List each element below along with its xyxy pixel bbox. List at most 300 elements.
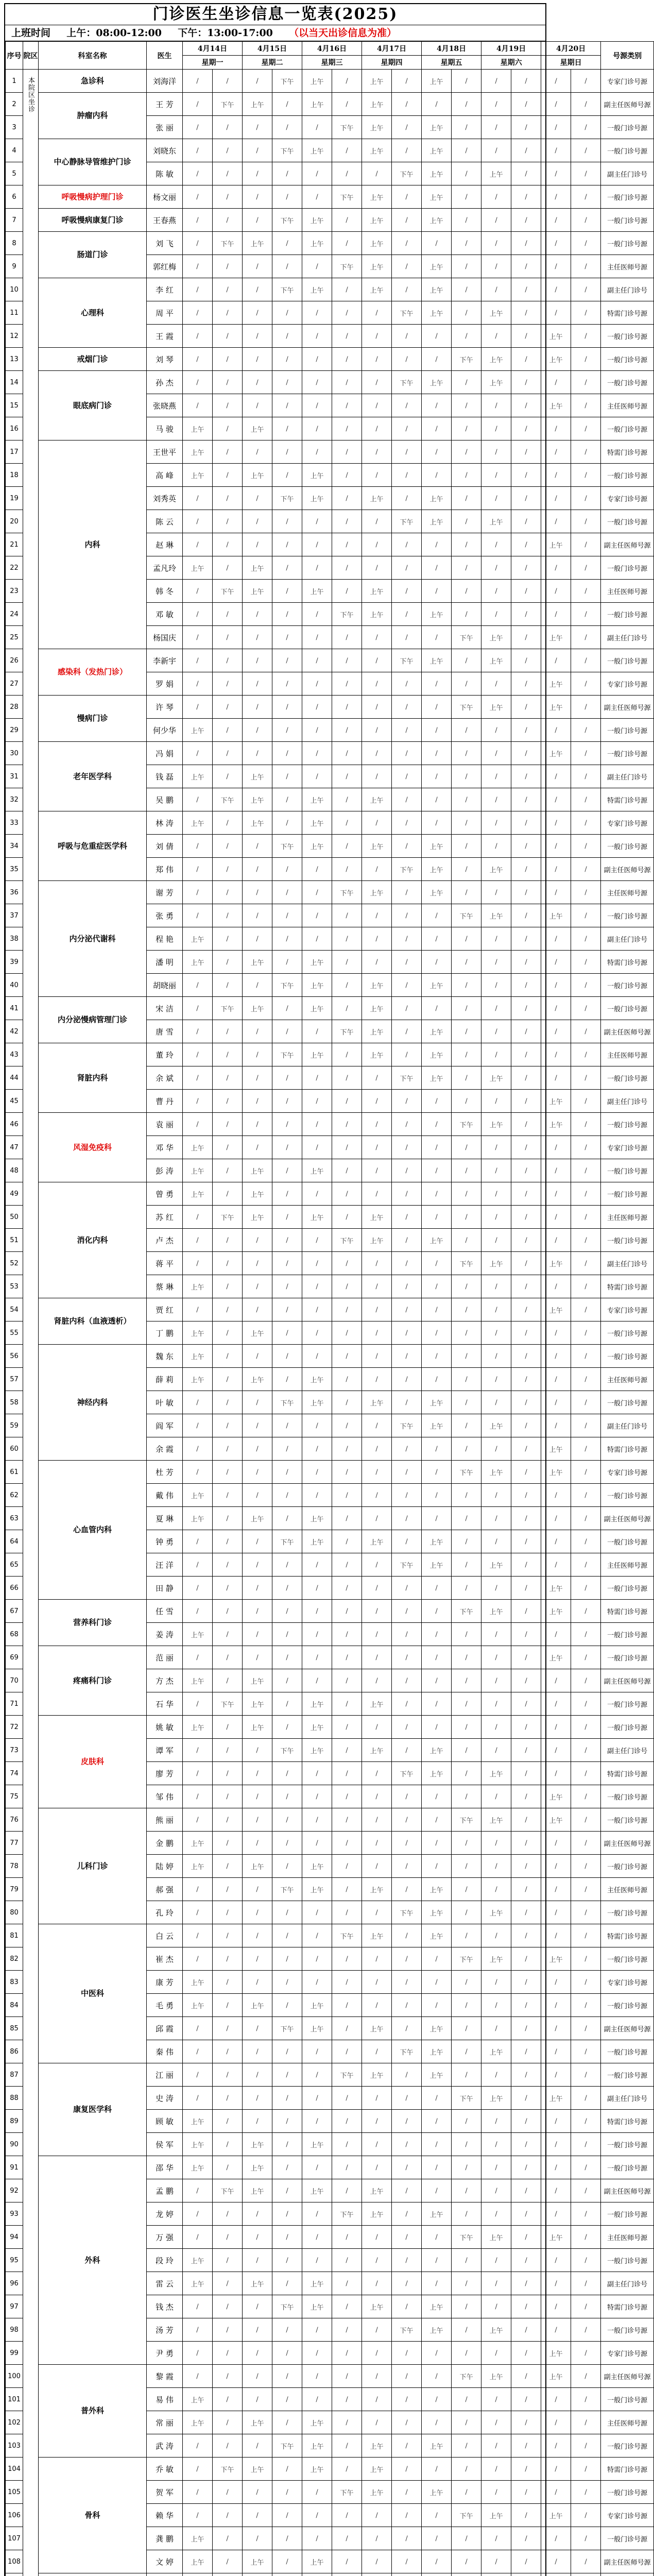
doctor-name[interactable]: 何少华 bbox=[147, 719, 183, 742]
doctor-name[interactable]: 郝 强 bbox=[147, 1878, 183, 1901]
slot-cell: / bbox=[392, 672, 422, 696]
row-number: 14 bbox=[6, 371, 23, 394]
doctor-name[interactable]: 赖 华 bbox=[147, 2504, 183, 2527]
doctor-name[interactable]: 乔 敏 bbox=[147, 2458, 183, 2481]
slot-cell: / bbox=[541, 2481, 571, 2504]
slot-cell: / bbox=[481, 1229, 511, 1252]
doctor-name[interactable]: 蔡 琳 bbox=[147, 1275, 183, 1298]
slot-cell: 上午 bbox=[243, 2411, 272, 2434]
slot-cell: / bbox=[571, 1321, 601, 1345]
doctor-name[interactable]: 谢 芳 bbox=[147, 881, 183, 904]
slot-cell: 上午 bbox=[422, 2040, 452, 2063]
slot-cell: / bbox=[302, 1947, 332, 1971]
doctor-name[interactable]: 张晓燕 bbox=[147, 394, 183, 417]
doctor-name[interactable]: 杨国庆 bbox=[147, 626, 183, 649]
slot-cell: 上午 bbox=[362, 2179, 392, 2202]
slot-cell: / bbox=[392, 232, 422, 255]
doctor-name[interactable]: 宋 洁 bbox=[147, 997, 183, 1020]
doctor-name[interactable]: 杨文丽 bbox=[147, 185, 183, 209]
doctor-name[interactable]: 易 伟 bbox=[147, 2388, 183, 2411]
doctor-name[interactable]: 龙 婷 bbox=[147, 2202, 183, 2226]
doctor-name[interactable]: 刘晓东 bbox=[147, 139, 183, 162]
row-number: 24 bbox=[6, 603, 23, 626]
source-type: 一般门诊号源 bbox=[601, 1113, 654, 1136]
doctor-name[interactable]: 王世平 bbox=[147, 440, 183, 464]
doctor-name[interactable]: 陆 婷 bbox=[147, 1855, 183, 1878]
slot-cell: / bbox=[422, 2226, 452, 2249]
slot-cell: / bbox=[213, 2527, 243, 2550]
slot-cell: / bbox=[302, 1971, 332, 1994]
slot-cell: / bbox=[213, 1020, 243, 1043]
slot-cell: / bbox=[332, 1113, 362, 1136]
doctor-name[interactable]: 袁 丽 bbox=[147, 1113, 183, 1136]
doctor-name[interactable]: 余 霞 bbox=[147, 1437, 183, 1461]
slot-cell: / bbox=[272, 1414, 302, 1437]
row-number: 22 bbox=[6, 556, 23, 580]
source-type: 主任医师号源 bbox=[601, 881, 654, 904]
slot-cell: 上午 bbox=[243, 93, 272, 116]
slot-cell: / bbox=[452, 1924, 481, 1947]
slot-cell: / bbox=[511, 556, 541, 580]
slot-cell: / bbox=[541, 255, 571, 278]
slot-cell: 上午 bbox=[183, 2272, 213, 2295]
slot-cell: / bbox=[392, 1484, 422, 1507]
slot-cell: / bbox=[213, 2202, 243, 2226]
row-number: 97 bbox=[6, 2295, 23, 2318]
slot-cell: / bbox=[272, 2342, 302, 2365]
doctor-name[interactable]: 阎 军 bbox=[147, 1414, 183, 1437]
slot-cell: 上午 bbox=[243, 1159, 272, 1182]
doctor-name[interactable]: 戴 伟 bbox=[147, 1484, 183, 1507]
slot-cell: / bbox=[452, 1391, 481, 1414]
doctor-name[interactable]: 廖 芳 bbox=[147, 1762, 183, 1785]
doctor-name[interactable]: 陈 云 bbox=[147, 510, 183, 533]
doctor-name[interactable]: 段 玲 bbox=[147, 2249, 183, 2272]
slot-cell: / bbox=[452, 2110, 481, 2133]
slot-cell: 上午 bbox=[362, 1020, 392, 1043]
doctor-name[interactable]: 卢 杰 bbox=[147, 1229, 183, 1252]
doctor-name[interactable]: 刘海洋 bbox=[147, 70, 183, 93]
doctor-name[interactable] bbox=[147, 2573, 183, 2576]
doctor-name[interactable]: 陈 敏 bbox=[147, 162, 183, 185]
slot-cell: / bbox=[422, 788, 452, 811]
doctor-name[interactable]: 潘 明 bbox=[147, 951, 183, 974]
doctor-name[interactable]: 常 丽 bbox=[147, 2411, 183, 2434]
doctor-name[interactable]: 方 杰 bbox=[147, 1669, 183, 1692]
slot-cell: 下午 bbox=[452, 904, 481, 927]
row-number: 15 bbox=[6, 394, 23, 417]
slot-cell: 下午 bbox=[392, 301, 422, 325]
source-type: 特需门诊号源 bbox=[601, 951, 654, 974]
doctor-name[interactable]: 邓 敏 bbox=[147, 603, 183, 626]
slot-cell: / bbox=[481, 2434, 511, 2458]
slot-cell: 上午 bbox=[183, 440, 213, 464]
slot-cell: / bbox=[213, 1739, 243, 1762]
doctor-name[interactable]: 张 勇 bbox=[147, 904, 183, 927]
slot-cell: 下午 bbox=[213, 232, 243, 255]
slot-cell: / bbox=[392, 1090, 422, 1113]
slot-cell: / bbox=[272, 927, 302, 951]
doctor-name[interactable]: 韩 冬 bbox=[147, 580, 183, 603]
slot-cell: / bbox=[332, 371, 362, 394]
doctor-name[interactable]: 丁 鹏 bbox=[147, 1321, 183, 1345]
col-note-header: 号源类别 bbox=[601, 42, 654, 70]
doctor-name[interactable]: 邹 伟 bbox=[147, 1785, 183, 1808]
slot-cell: 上午 bbox=[243, 1321, 272, 1345]
slot-cell: 下午 bbox=[272, 1043, 302, 1066]
weekday-header: 星期一 bbox=[183, 56, 243, 70]
doctor-name[interactable]: 刘 倩 bbox=[147, 835, 183, 858]
slot-cell: / bbox=[243, 672, 272, 696]
table-row bbox=[6, 2365, 654, 2388]
doctor-name[interactable]: 崔 杰 bbox=[147, 1947, 183, 1971]
slot-cell: / bbox=[302, 1229, 332, 1252]
doctor-name[interactable]: 汤 芳 bbox=[147, 2318, 183, 2342]
slot-cell: / bbox=[213, 1159, 243, 1182]
slot-cell: / bbox=[183, 1229, 213, 1252]
slot-cell: 上午 bbox=[481, 1762, 511, 1785]
slot-cell: / bbox=[422, 2156, 452, 2179]
doctor-name[interactable]: 江 丽 bbox=[147, 2063, 183, 2087]
doctor-name[interactable]: 刘 飞 bbox=[147, 232, 183, 255]
dept-name: 老年医学科 bbox=[39, 742, 147, 811]
doctor-name[interactable]: 杜 芳 bbox=[147, 1461, 183, 1484]
slot-cell: 上午 bbox=[302, 835, 332, 858]
doctor-name[interactable]: 唐 雪 bbox=[147, 1020, 183, 1043]
slot-cell: / bbox=[272, 1206, 302, 1229]
doctor-name[interactable]: 史 涛 bbox=[147, 2087, 183, 2110]
slot-cell: / bbox=[571, 1855, 601, 1878]
slot-cell: 下午 bbox=[213, 2179, 243, 2202]
doctor-name[interactable]: 贺 军 bbox=[147, 2481, 183, 2504]
row-number: 45 bbox=[6, 1090, 23, 1113]
doctor-name[interactable]: 高 峰 bbox=[147, 464, 183, 487]
doctor-name[interactable]: 康 芳 bbox=[147, 1971, 183, 1994]
slot-cell: / bbox=[213, 116, 243, 139]
doctor-name[interactable]: 万 强 bbox=[147, 2226, 183, 2249]
slot-cell: / bbox=[332, 1090, 362, 1113]
doctor-name[interactable]: 任 雪 bbox=[147, 1600, 183, 1623]
slot-cell: / bbox=[452, 93, 481, 116]
doctor-name[interactable]: 罗 娟 bbox=[147, 672, 183, 696]
slot-cell: 下午 bbox=[272, 278, 302, 301]
source-type: 主任医师号源 bbox=[601, 1368, 654, 1391]
slot-cell: / bbox=[332, 1785, 362, 1808]
source-type: 副主任医师号源 bbox=[601, 1832, 654, 1855]
slot-cell: / bbox=[511, 70, 541, 93]
slot-cell: / bbox=[481, 70, 511, 93]
doctor-name[interactable]: 文 婷 bbox=[147, 2550, 183, 2573]
slot-cell: / bbox=[422, 1182, 452, 1206]
slot-cell: / bbox=[541, 603, 571, 626]
slot-cell: / bbox=[302, 1113, 332, 1136]
slot-cell: / bbox=[213, 835, 243, 858]
doctor-name[interactable]: 胡晓丽 bbox=[147, 974, 183, 997]
doctor-name[interactable]: 邱 霞 bbox=[147, 2017, 183, 2040]
doctor-name[interactable]: 蒋 平 bbox=[147, 1252, 183, 1275]
slot-cell: 上午 bbox=[183, 1716, 213, 1739]
slot-cell: / bbox=[243, 1298, 272, 1321]
slot-cell: 上午 bbox=[183, 464, 213, 487]
slot-cell: / bbox=[571, 881, 601, 904]
slot-cell: / bbox=[243, 1600, 272, 1623]
slot-cell: 上午 bbox=[481, 348, 511, 371]
slot-cell: 下午 bbox=[392, 1901, 422, 1924]
slot-cell: / bbox=[332, 209, 362, 232]
slot-cell: / bbox=[392, 881, 422, 904]
doctor-name[interactable]: 曾 勇 bbox=[147, 1182, 183, 1206]
slot-cell: / bbox=[332, 1507, 362, 1530]
slot-cell: / bbox=[392, 1321, 422, 1345]
doctor-name[interactable]: 张 丽 bbox=[147, 116, 183, 139]
doctor-name[interactable]: 王 芳 bbox=[147, 93, 183, 116]
slot-cell: / bbox=[213, 1113, 243, 1136]
doctor-name[interactable]: 黎 霞 bbox=[147, 2365, 183, 2388]
slot-cell: / bbox=[571, 2202, 601, 2226]
slot-cell: / bbox=[302, 742, 332, 765]
doctor-name[interactable]: 刘秀英 bbox=[147, 487, 183, 510]
doctor-name[interactable]: 郭红梅 bbox=[147, 255, 183, 278]
row-number: 25 bbox=[6, 626, 23, 649]
doctor-name[interactable]: 薛 莉 bbox=[147, 1368, 183, 1391]
doctor-name[interactable]: 王 霞 bbox=[147, 325, 183, 348]
doctor-name[interactable]: 邓 华 bbox=[147, 1136, 183, 1159]
slot-cell: / bbox=[302, 2388, 332, 2411]
doctor-name[interactable]: 熊 丽 bbox=[147, 1808, 183, 1832]
doctor-name[interactable]: 武 涛 bbox=[147, 2434, 183, 2458]
slot-cell: / bbox=[571, 788, 601, 811]
doctor-name[interactable]: 程 艳 bbox=[147, 927, 183, 951]
doctor-name[interactable]: 邵 华 bbox=[147, 2156, 183, 2179]
slot-cell: / bbox=[571, 649, 601, 672]
slot-cell: / bbox=[272, 417, 302, 440]
slot-cell: / bbox=[213, 1507, 243, 1530]
slot-cell: / bbox=[392, 2272, 422, 2295]
slot-cell: / bbox=[452, 2017, 481, 2040]
slot-cell: / bbox=[392, 1159, 422, 1182]
doctor-name[interactable]: 贾 红 bbox=[147, 1298, 183, 1321]
doctor-name[interactable]: 许 琴 bbox=[147, 696, 183, 719]
slot-cell: 上午 bbox=[422, 835, 452, 858]
doctor-name[interactable]: 钟 勇 bbox=[147, 1530, 183, 1553]
dept-name: 呼吸与危重症医学科 bbox=[39, 811, 147, 881]
slot-cell: 上午 bbox=[183, 719, 213, 742]
slot-cell: / bbox=[243, 927, 272, 951]
doctor-name[interactable]: 侯 军 bbox=[147, 2133, 183, 2156]
doctor-name[interactable]: 李新宇 bbox=[147, 649, 183, 672]
doctor-name[interactable]: 尹 勇 bbox=[147, 2342, 183, 2365]
source-type: 副主任门诊号 bbox=[601, 1090, 654, 1113]
doctor-name[interactable]: 周 平 bbox=[147, 301, 183, 325]
row-number: 73 bbox=[6, 1739, 23, 1762]
slot-cell: / bbox=[362, 1553, 392, 1577]
weekday-header: 星期六 bbox=[481, 56, 541, 70]
slot-cell: / bbox=[511, 1924, 541, 1947]
doctor-name[interactable]: 石 华 bbox=[147, 1692, 183, 1716]
slot-cell: / bbox=[511, 1252, 541, 1275]
slot-cell: / bbox=[481, 2411, 511, 2434]
slot-cell: / bbox=[243, 325, 272, 348]
slot-cell: 上午 bbox=[243, 788, 272, 811]
doctor-name[interactable]: 李 红 bbox=[147, 278, 183, 301]
doctor-name[interactable]: 龚 鹏 bbox=[147, 2527, 183, 2550]
doctor-name[interactable]: 魏 东 bbox=[147, 1345, 183, 1368]
slot-cell: 上午 bbox=[362, 788, 392, 811]
slot-cell: / bbox=[183, 1252, 213, 1275]
row-number: 100 bbox=[6, 2365, 23, 2388]
slot-cell: 上午 bbox=[183, 1159, 213, 1182]
slot-cell: 上午 bbox=[541, 1461, 571, 1484]
slot-cell: / bbox=[362, 719, 392, 742]
slot-cell: / bbox=[392, 209, 422, 232]
col-no-header: 序号 bbox=[6, 42, 23, 70]
slot-cell: / bbox=[332, 835, 362, 858]
doctor-name[interactable]: 孔 玲 bbox=[147, 1901, 183, 1924]
slot-cell bbox=[272, 2573, 302, 2576]
doctor-name[interactable]: 吴 鹏 bbox=[147, 788, 183, 811]
doctor-name[interactable]: 田 静 bbox=[147, 1577, 183, 1600]
slot-cell: / bbox=[452, 1832, 481, 1855]
slot-cell: / bbox=[422, 1368, 452, 1391]
slot-cell: 下午 bbox=[392, 1414, 422, 1437]
doctor-name[interactable]: 叶 敏 bbox=[147, 1391, 183, 1414]
slot-cell: / bbox=[511, 696, 541, 719]
source-type: 一般门诊号源 bbox=[601, 139, 654, 162]
doctor-name[interactable]: 钱 杰 bbox=[147, 2295, 183, 2318]
slot-cell: 上午 bbox=[481, 2226, 511, 2249]
row-number: 6 bbox=[6, 185, 23, 209]
slot-cell: 下午 bbox=[452, 626, 481, 649]
slot-cell: / bbox=[362, 2550, 392, 2573]
slot-cell: / bbox=[302, 2040, 332, 2063]
row-number: 10 bbox=[6, 278, 23, 301]
doctor-name[interactable]: 彭 涛 bbox=[147, 1159, 183, 1182]
slot-cell: / bbox=[481, 232, 511, 255]
slot-cell: / bbox=[183, 1762, 213, 1785]
doctor-name[interactable]: 孟凡玲 bbox=[147, 556, 183, 580]
doctor-name[interactable]: 孟 鹏 bbox=[147, 2179, 183, 2202]
slot-cell: / bbox=[511, 440, 541, 464]
slot-cell: / bbox=[571, 1461, 601, 1484]
slot-cell: / bbox=[243, 2434, 272, 2458]
slot-cell: / bbox=[272, 2527, 302, 2550]
slot-cell: / bbox=[452, 1785, 481, 1808]
doctor-name[interactable]: 姜 涛 bbox=[147, 1623, 183, 1646]
slot-cell: / bbox=[302, 1669, 332, 1692]
row-number: 47 bbox=[6, 1136, 23, 1159]
slot-cell: / bbox=[392, 2434, 422, 2458]
row-number: 74 bbox=[6, 1762, 23, 1785]
doctor-name[interactable]: 曹 丹 bbox=[147, 1090, 183, 1113]
doctor-name[interactable]: 钱 磊 bbox=[147, 765, 183, 788]
slot-cell: / bbox=[571, 2017, 601, 2040]
doctor-name[interactable]: 林 涛 bbox=[147, 811, 183, 835]
doctor-name[interactable]: 马 骏 bbox=[147, 417, 183, 440]
slot-cell: 上午 bbox=[183, 1623, 213, 1646]
dept-name: 中心静脉导管维护门诊 bbox=[39, 139, 147, 185]
slot-cell: 上午 bbox=[302, 997, 332, 1020]
slot-cell: / bbox=[571, 2272, 601, 2295]
slot-cell: 下午 bbox=[272, 835, 302, 858]
slot-cell: / bbox=[362, 2388, 392, 2411]
doctor-name[interactable]: 顾 敏 bbox=[147, 2110, 183, 2133]
slot-cell: / bbox=[213, 904, 243, 927]
doctor-name[interactable]: 范 丽 bbox=[147, 1646, 183, 1669]
slot-cell: / bbox=[302, 2504, 332, 2527]
doctor-name[interactable]: 毛 勇 bbox=[147, 1994, 183, 2017]
doctor-name[interactable]: 姚 敏 bbox=[147, 1716, 183, 1739]
doctor-name[interactable]: 苏 红 bbox=[147, 1206, 183, 1229]
slot-cell: 下午 bbox=[213, 997, 243, 1020]
slot-cell: / bbox=[571, 2318, 601, 2342]
slot-cell: / bbox=[422, 2342, 452, 2365]
slot-cell: 上午 bbox=[481, 2365, 511, 2388]
slot-cell: 上午 bbox=[243, 1716, 272, 1739]
slot-cell: / bbox=[183, 2481, 213, 2504]
afternoon-hours: 下午：13:00-17:00 bbox=[178, 27, 273, 39]
doctor-name[interactable]: 孙 杰 bbox=[147, 371, 183, 394]
doctor-name[interactable]: 谭 军 bbox=[147, 1739, 183, 1762]
row-number: 86 bbox=[6, 2040, 23, 2063]
slot-cell: / bbox=[183, 2226, 213, 2249]
doctor-name[interactable]: 余 斌 bbox=[147, 1066, 183, 1090]
slot-cell: / bbox=[213, 626, 243, 649]
slot-cell: / bbox=[302, 2342, 332, 2365]
slot-cell: / bbox=[213, 1437, 243, 1461]
source-type: 副主任医师号源 bbox=[601, 1669, 654, 1692]
doctor-name[interactable]: 夏 琳 bbox=[147, 1507, 183, 1530]
schedule-page bbox=[4, 3, 651, 2576]
slot-cell: / bbox=[272, 2481, 302, 2504]
slot-cell: / bbox=[511, 209, 541, 232]
doctor-name[interactable]: 汪 洋 bbox=[147, 1553, 183, 1577]
slot-cell: 上午 bbox=[362, 835, 392, 858]
doctor-name[interactable]: 刘 琴 bbox=[147, 348, 183, 371]
row-number: 41 bbox=[6, 997, 23, 1020]
slot-cell: / bbox=[571, 2063, 601, 2087]
slot-cell: 上午 bbox=[183, 1484, 213, 1507]
slot-cell: / bbox=[481, 742, 511, 765]
source-type: 副主任门诊号 bbox=[601, 1252, 654, 1275]
doctor-name[interactable]: 白 云 bbox=[147, 1924, 183, 1947]
slot-cell: 下午 bbox=[213, 1692, 243, 1716]
slot-cell: / bbox=[541, 1066, 571, 1090]
slot-cell: 上午 bbox=[362, 1739, 392, 1762]
source-type: 副主任门诊号 bbox=[601, 1414, 654, 1437]
doctor-name[interactable]: 秦 伟 bbox=[147, 2040, 183, 2063]
slot-cell bbox=[392, 2573, 422, 2576]
doctor-name[interactable]: 董 玲 bbox=[147, 1043, 183, 1066]
col-campus-header: 院区 bbox=[23, 42, 39, 70]
doctor-name[interactable]: 郑 伟 bbox=[147, 858, 183, 881]
slot-cell: / bbox=[213, 2434, 243, 2458]
dept-name: 骨科 bbox=[39, 2458, 147, 2573]
doctor-name[interactable]: 王春燕 bbox=[147, 209, 183, 232]
slot-cell: / bbox=[481, 2388, 511, 2411]
slot-cell: / bbox=[272, 1066, 302, 1090]
doctor-name[interactable]: 雷 云 bbox=[147, 2272, 183, 2295]
source-type: 一般门诊号源 bbox=[601, 2063, 654, 2087]
doctor-name[interactable]: 赵 琳 bbox=[147, 533, 183, 556]
slot-cell: 上午 bbox=[302, 139, 332, 162]
slot-cell: / bbox=[511, 139, 541, 162]
slot-cell: / bbox=[452, 1182, 481, 1206]
row-number: 1 bbox=[6, 70, 23, 93]
doctor-name[interactable]: 冯 娟 bbox=[147, 742, 183, 765]
source-type: 一般门诊号源 bbox=[601, 1623, 654, 1646]
source-type: 特需门诊号源 bbox=[601, 1275, 654, 1298]
doctor-name[interactable]: 金 鹏 bbox=[147, 1832, 183, 1855]
